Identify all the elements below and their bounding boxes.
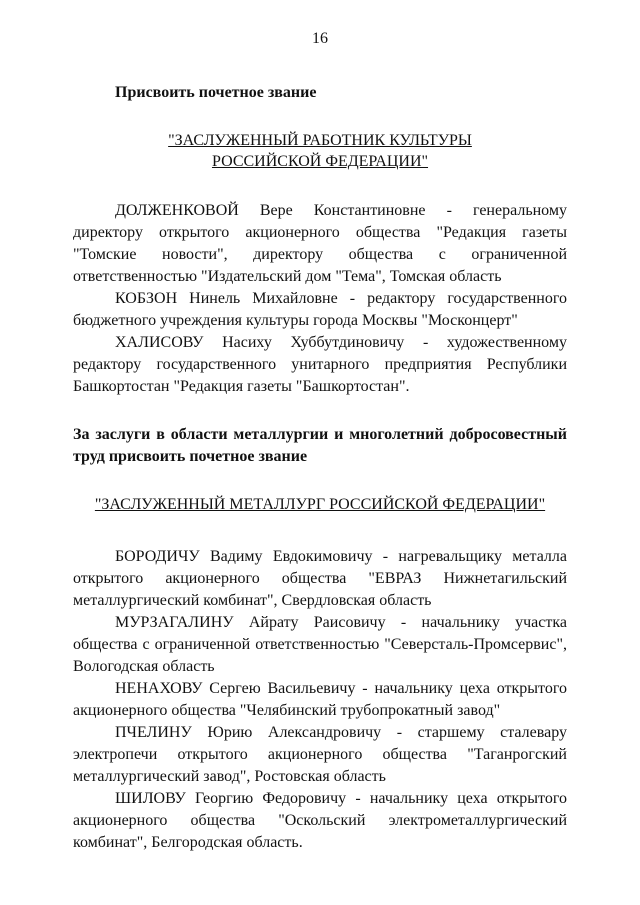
award-entry: ХАЛИСОВУ Насиху Хуббутдиновичу - художественному редактору государственного унитарного предприятия Республики Башкортостан "Редакция газеты "Башкортостан". (73, 334, 567, 395)
award-entry: ШИЛОВУ Георгию Федоровичу - начальнику цеха открытого акционерного общества "Оскольский электрометаллургический комбинат", Белгородская область. (73, 790, 567, 851)
page-number: 16 (312, 30, 328, 47)
award-entry: ДОЛЖЕНКОВОЙ Вере Константиновне - генеральному директору открытого акционерного общества "Редакция газеты "Томские новости", директору общества с ограниченной ответственностью "Издательский дом "Тема", Томская область (73, 202, 567, 285)
award-entry: БОРОДИЧУ Вадиму Евдокимовичу - нагревальщику металла открытого акционерного общества "ЕВРАЗ Нижнетагильский металлургический комбинат", Свердловская область (73, 548, 567, 609)
award-entry: МУРЗАГАЛИНУ Айрату Раисовичу - начальнику участка общества с ограниченной ответственностью "Северсталь-Промсервис", Вологодская область (73, 614, 567, 675)
section1-title (73, 130, 567, 172)
award-entry: ПЧЕЛИНУ Юрию Александровичу - старшему сталевару электропечи открытого акционерного общества "Таганрогский металлургический завод", Ростовская область (73, 724, 567, 785)
section1-intro: Присвоить почетное звание (115, 84, 317, 101)
document-body (73, 82, 567, 854)
section2-title: "ЗАСЛУЖЕННЫЙ МЕТАЛЛУРГ РОССИЙСКОЙ ФЕДЕРАЦИИ" (94, 496, 546, 513)
award-entry: КОБЗОН Нинель Михайловне - редактору государственного бюджетного учреждения культуры города Москвы "Москонцерт" (73, 290, 567, 329)
award-entry: НЕНАХОВУ Сергею Васильевичу - начальнику цеха открытого акционерного общества "Челябинский трубопрокатный завод" (73, 680, 567, 719)
section1-title-line: "ЗАСЛУЖЕННЫЙ РАБОТНИК КУЛЬТУРЫ (168, 132, 472, 149)
section1-title-line: РОССИЙСКОЙ ФЕДЕРАЦИИ" (211, 153, 429, 170)
section2-intro: За заслуги в области металлургии и многолетний добросовестный труд присвоить почетное звание (73, 426, 567, 465)
